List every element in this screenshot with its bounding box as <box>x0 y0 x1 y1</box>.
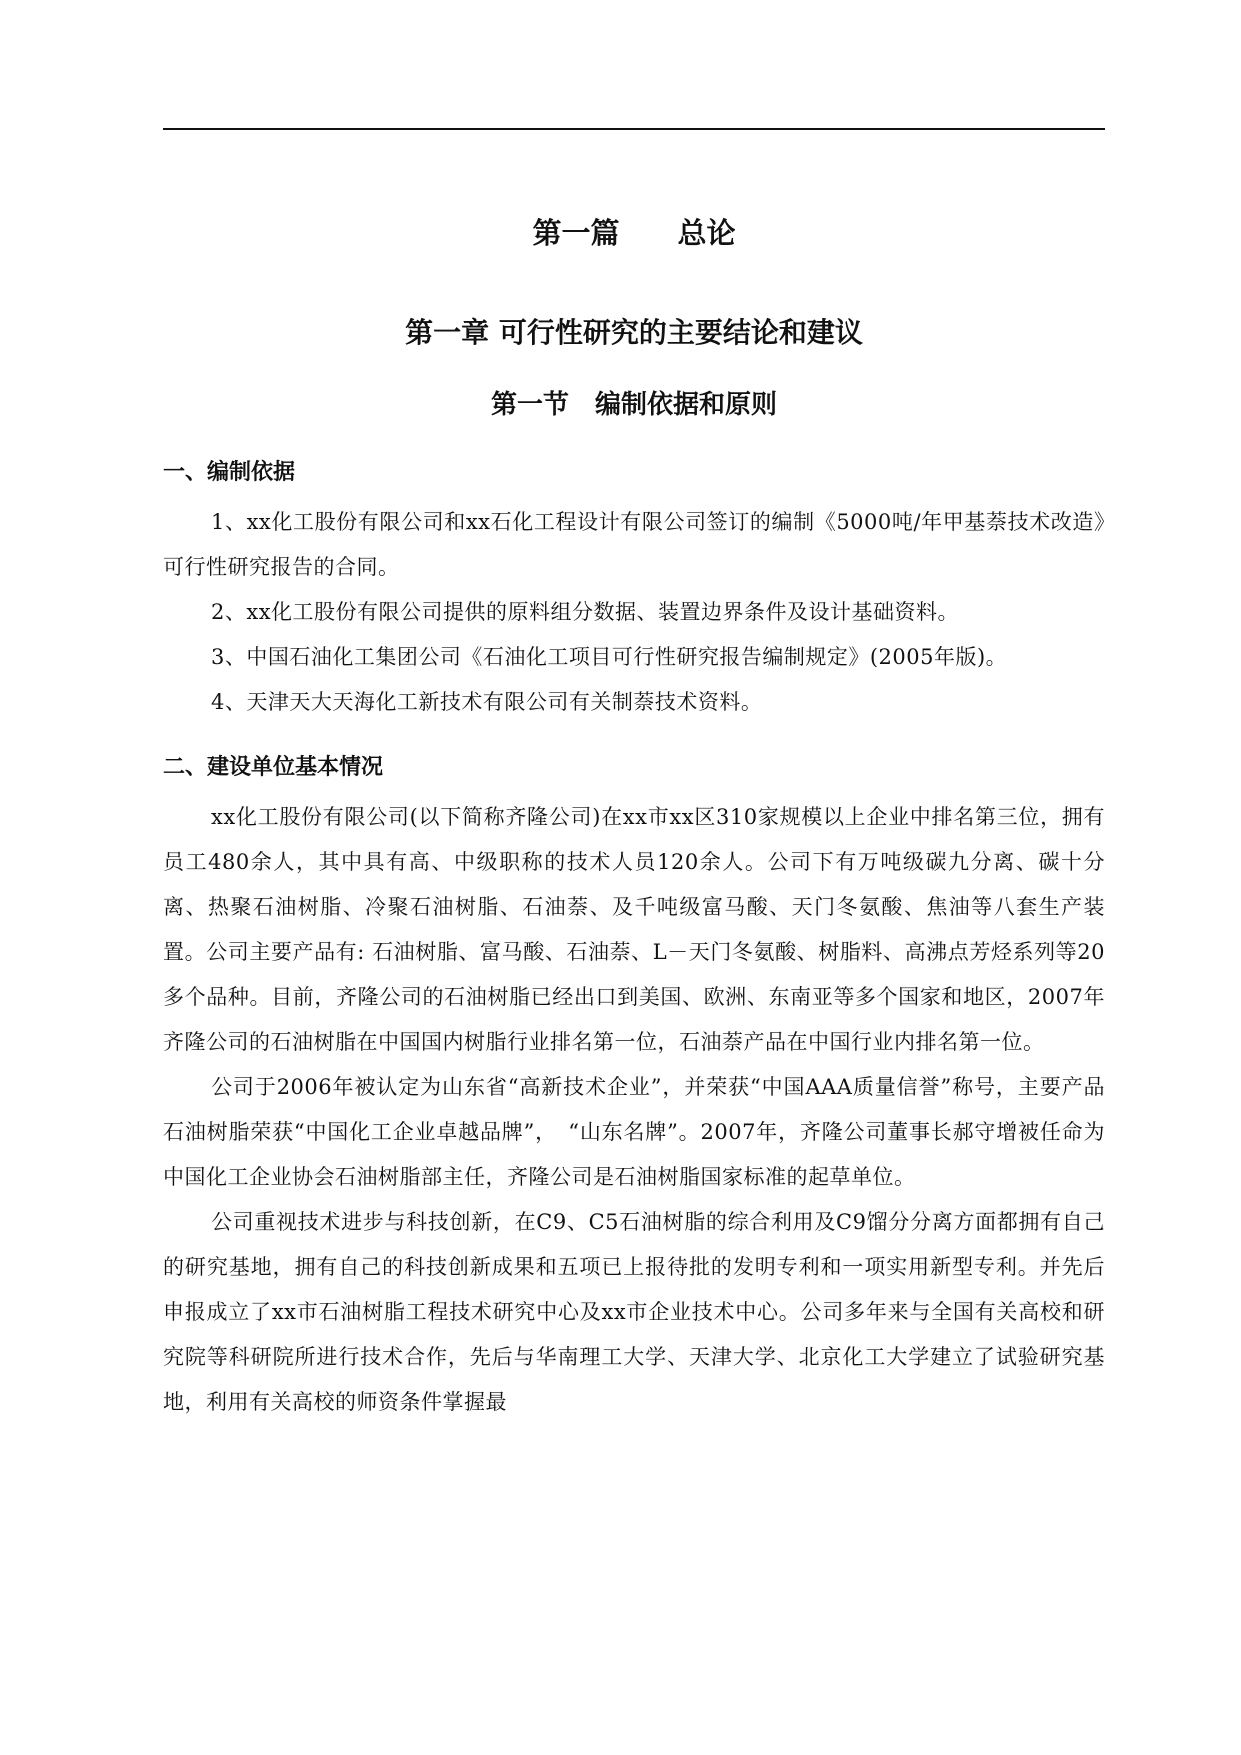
section-title: 第一节 编制依据和原则 <box>490 390 777 420</box>
basis-item-4: 4、天津天大天海化工新技术有限公司有关制萘技术资料。 <box>211 690 763 714</box>
section-basis <box>163 450 1105 725</box>
document-body <box>163 200 1105 1425</box>
company-paragraph-3: 公司重视技术进步与科技创新，在C9、C5石油树脂的综合利用及C9馏分分离方面都拥有自己的研究基地，拥有自己的科技创新成果和五项已上报待批的发明专利和一项实用新型专利。并先后申报成立了xx市石油树脂工程技术研究中心及xx市企业技术中心。公司多年来与全国有关高校和研究院等科研院所进行技术合作，先后与华南理工大学、天津大学、北京化工大学建立了试验研究基地，利用有关高校的师资条件掌握最 <box>163 1210 1105 1414</box>
section-heading: 一、编制依据 <box>163 460 296 485</box>
basis-item-3: 3、中国石油化工集团公司《石油化工项目可行性研究报告编制规定》(2005年版)。 <box>211 645 1008 669</box>
company-paragraph-2: 公司于2006年被认定为山东省“高新技术企业”，并荣获“中国AAA质量信誉”称号，主要产品石油树脂荣获“中国化工企业卓越品牌”， “山东名牌”。2007年，齐隆公司董事长郝守增被任命为中国化工企业协会石油树脂部主任，齐隆公司是石油树脂国家标准的起草单位。 <box>163 1075 1105 1189</box>
basis-item-2: 2、xx化工股份有限公司提供的原料组分数据、装置边界条件及设计基础资料。 <box>211 600 960 624</box>
company-paragraph-1: xx化工股份有限公司(以下简称齐隆公司)在xx市xx区310家规模以上企业中排名第三位，拥有员工480余人，其中具有高、中级职称的技术人员120余人。公司下有万吨级碳九分离、碳十分离、热聚石油树脂、冷聚石油树脂、石油萘、及千吨级富马酸、天门冬氨酸、焦油等八套生产装置。公司主要产品有: 石油树脂、富马酸、石油萘、L－天门冬氨酸、树脂料、高沸点芳烃系列等20多个品种。目前，齐隆公司的石油树脂已经出口到美国、欧洲、东南亚等多个国家和地区，2007年齐隆公司的石油树脂在中国国内树脂行业排名第一位，石油萘产品在中国行业内排名第一位。 <box>163 805 1105 1054</box>
chapter-title: 第一章 可行性研究的主要结论和建议 <box>405 316 863 349</box>
section-company-info <box>163 745 1105 1425</box>
basis-item-1: 1、xx化工股份有限公司和xx石化工程设计有限公司签订的编制《5000吨/年甲基萘技术改造》可行性研究报告的合同。 <box>163 510 1105 579</box>
part-title: 第一篇 总论 <box>532 216 736 250</box>
section-heading: 二、建设单位基本情况 <box>163 755 384 780</box>
header-rule <box>163 128 1105 130</box>
